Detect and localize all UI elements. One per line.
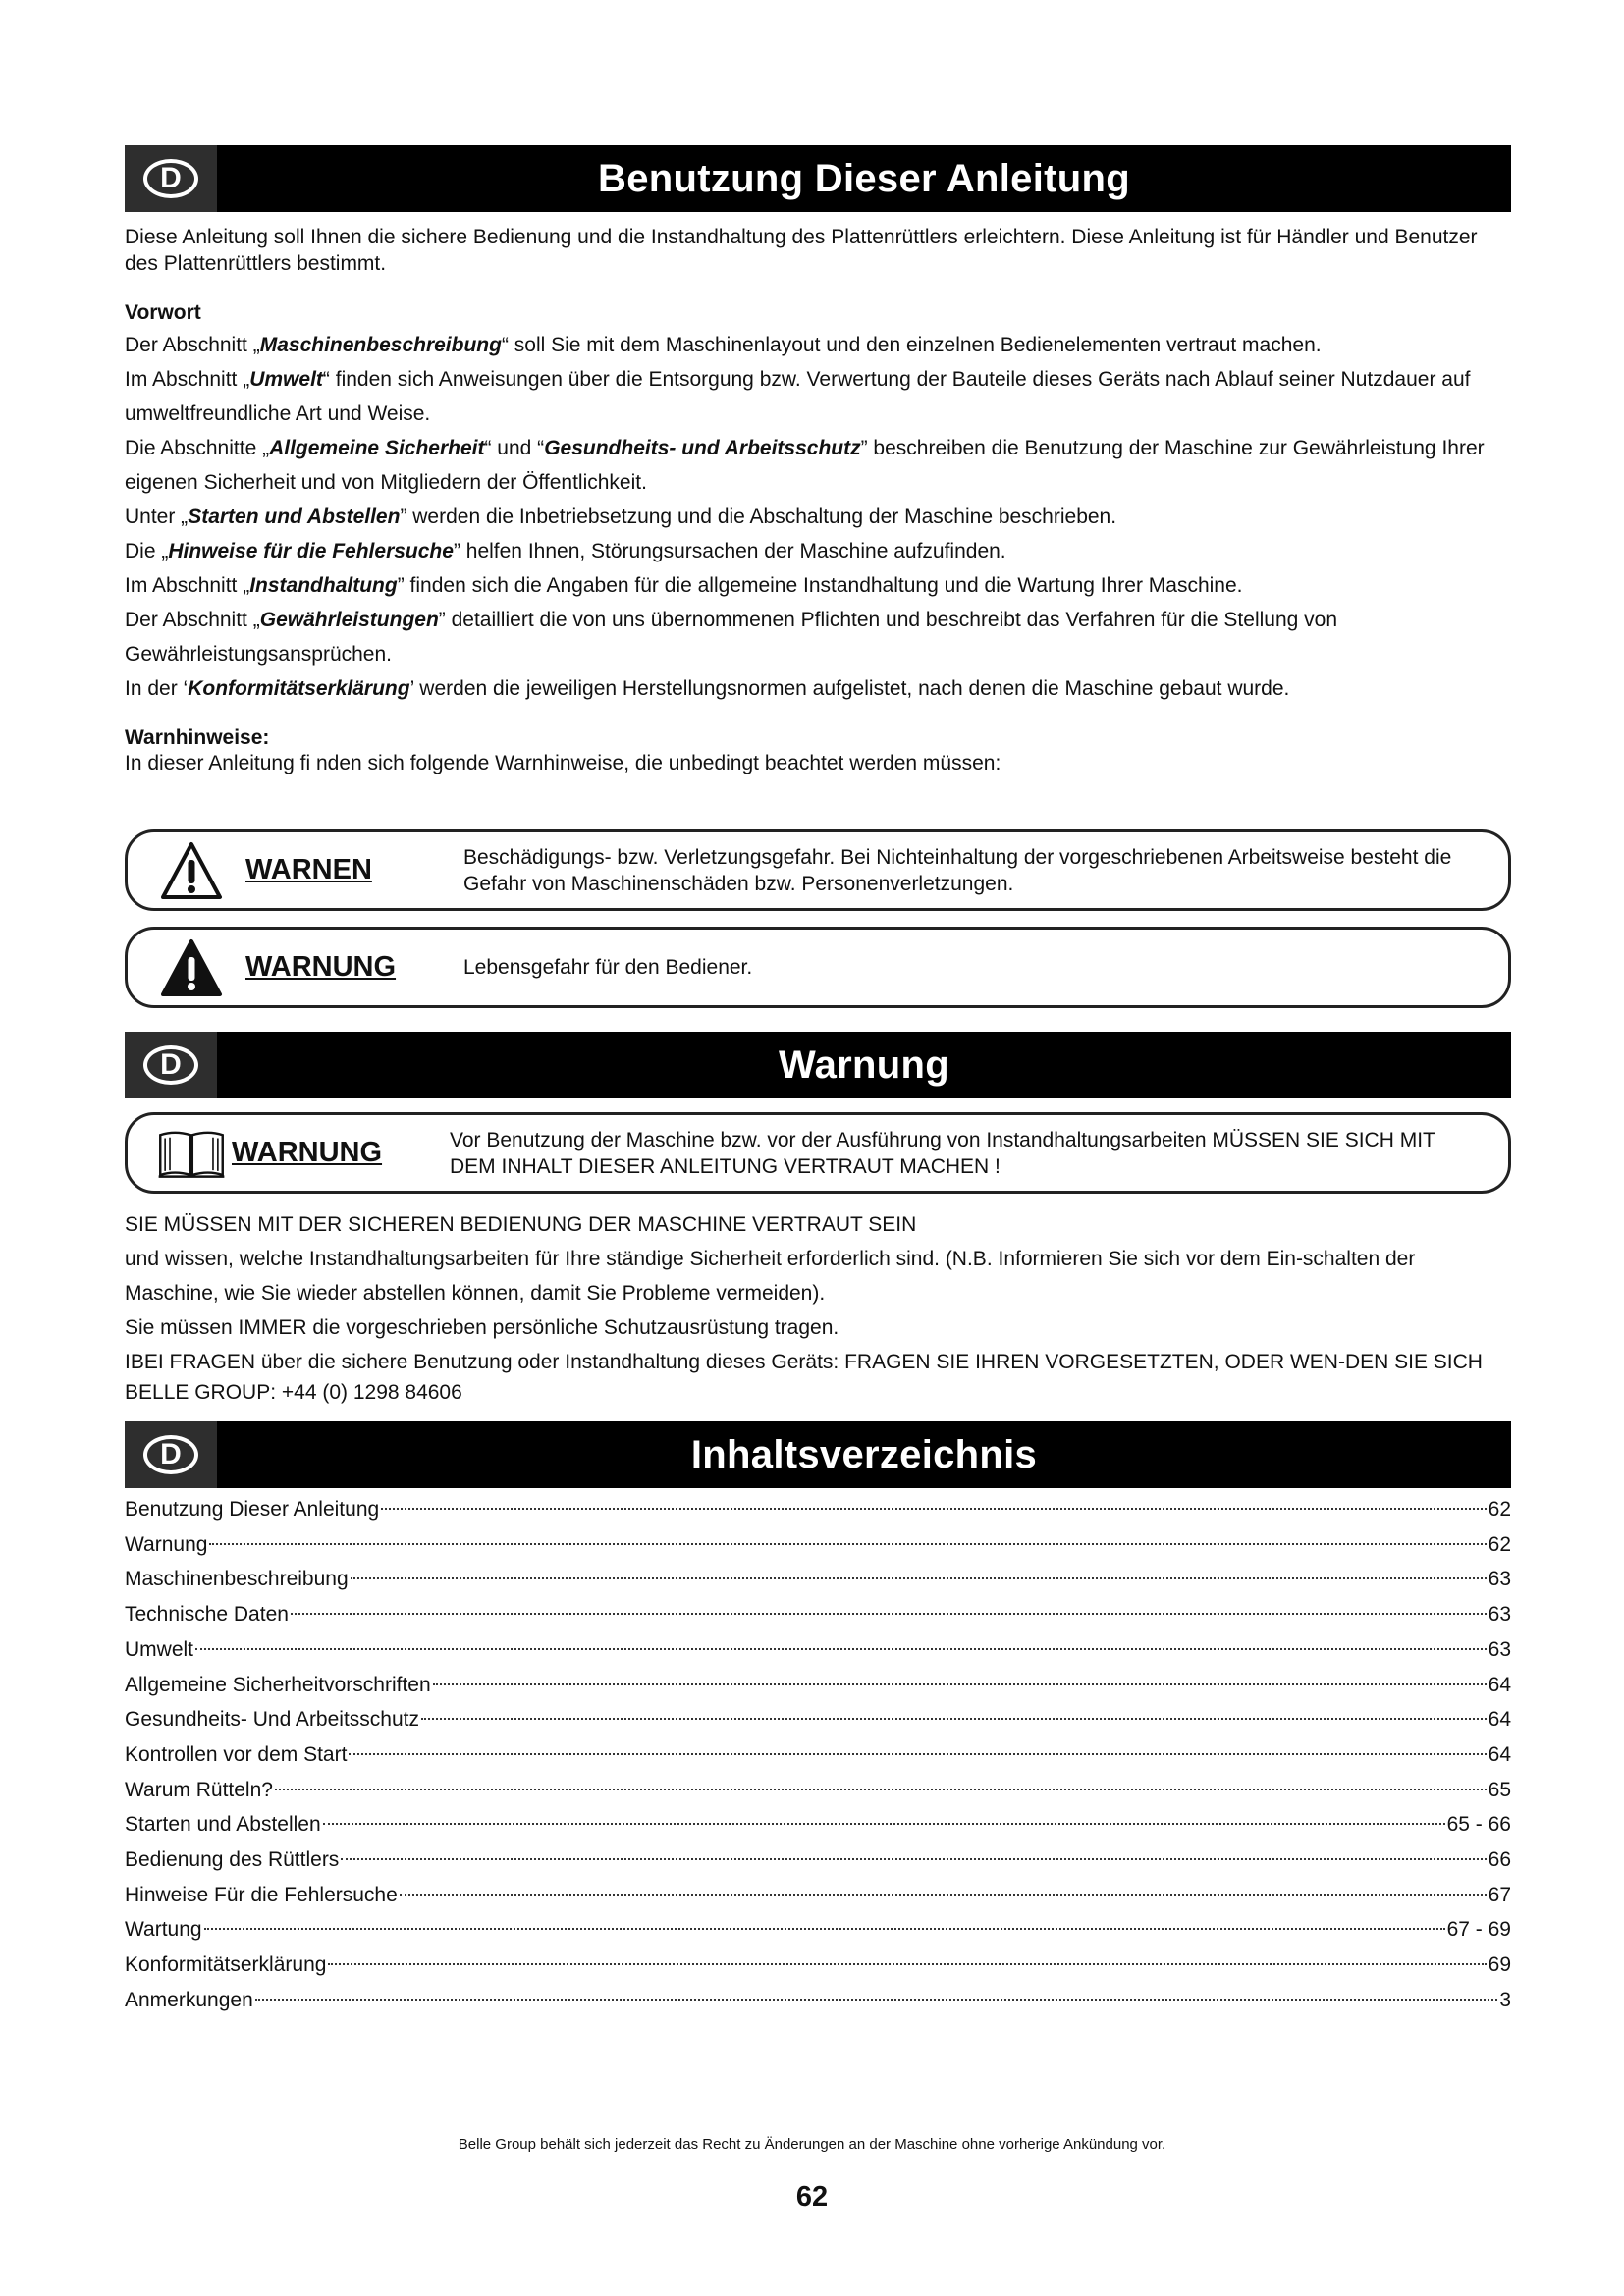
language-badge-letter: D [143,159,198,198]
toc-leader-dots [195,1648,1487,1650]
toc-title: Starten und Abstellen [125,1813,321,1837]
toc-leader-dots [400,1894,1487,1896]
toc-row [125,1668,1511,1703]
warnung-para-1: SIE MÜSSEN MIT DER SICHEREN BEDIENUNG DER MASCHINE VERTRAUT SEIN [125,1213,917,1236]
footer-note: Belle Group behält sich jederzeit das Recht zu Änderungen an der Maschine ohne vorherige Ankündung vor. [458,2136,1166,2153]
toc-row [125,1597,1511,1632]
toc-page: 64 [1488,1742,1511,1766]
vorwort-heading: Vorwort [125,301,201,324]
section-title: Warnung [779,1042,949,1087]
section-header-benutzung [125,145,1511,212]
toc-leader-dots [204,1928,1445,1930]
toc-title: Gesundheits- Und Arbeitsschutz [125,1708,419,1732]
warnhinweise-text: In dieser Anleitung fi nden sich folgende Warnhinweise, die unbedingt beachtet werden müssen: [125,752,1001,774]
toc-page: 64 [1488,1673,1511,1696]
warning-triangle-outline-icon [157,840,226,901]
book-icon [157,1121,226,1186]
toc-title: Warnung [125,1532,208,1556]
toc-title: Allgemeine Sicherheitvorschriften [125,1673,431,1696]
toc-row [125,1632,1511,1668]
language-badge [125,145,217,212]
toc-row [125,1983,1511,2018]
language-badge [125,1032,217,1098]
toc-leader-dots [433,1683,1487,1685]
manual-warning-box [125,1112,1511,1194]
warnung-label: WARNUNG [245,951,397,983]
language-badge [125,1421,217,1488]
toc-leader-dots [209,1543,1486,1545]
page-content [125,145,1511,2018]
toc-row [125,1948,1511,1983]
vorwort-list [125,328,1511,706]
toc-leader-dots [421,1718,1487,1720]
vorwort-line: Unter „Starten und Abstellen” werden die Inbetriebsetzung und die Abschaltung der Maschine beschrieben. [125,506,1117,528]
toc-leader-dots [349,1753,1486,1755]
toc-page: 69 [1488,1953,1511,1977]
toc-title: Maschinenbeschreibung [125,1568,349,1591]
toc-title: Wartung [125,1918,202,1942]
toc-title: Kontrollen vor dem Start [125,1742,348,1766]
toc-page: 62 [1488,1498,1511,1521]
toc-row [125,1737,1511,1773]
toc-title: Konformitätserklärung [125,1953,327,1977]
toc-leader-dots [381,1508,1486,1510]
table-of-contents [125,1492,1511,2018]
warnhinweise-heading: Warnhinweise: [125,726,270,749]
vorwort-line: Die Abschnitte „Allgemeine Sicherheit“ und “Gesundheits- und Arbeitsschutz” beschreiben die Benutzung der Maschine zur Gewährleistung Ihrer eigenen Sicherheit und von Mitgliedern der Öffentlichkeit. [125,437,1485,494]
toc-row [125,1562,1511,1597]
toc-row [125,1807,1511,1842]
toc-row [125,1773,1511,1808]
vorwort-line: Der Abschnitt „Maschinenbeschreibung“ soll Sie mit dem Maschinenlayout und den einzelnen Bedienelementen vertraut machen. [125,334,1322,356]
toc-page: 63 [1488,1603,1511,1627]
section-header-inhaltsverzeichnis [125,1421,1511,1488]
toc-row [125,1842,1511,1878]
toc-page: 65 [1488,1778,1511,1801]
toc-row [125,1527,1511,1563]
toc-page: 64 [1488,1708,1511,1732]
toc-page: 67 [1488,1883,1511,1906]
toc-page: 67 - 69 [1446,1918,1511,1942]
warning-triangle-solid-icon [157,937,226,998]
toc-leader-dots [351,1577,1487,1579]
warnung-para-2: und wissen, welche Instandhaltungsarbeiten für Ihre ständige Sicherheit erforderlich sind. (N.B. Informieren Sie sich vor dem Ein-schalten der Maschine, wie Sie wieder abstellen können, damit Sie Probleme vermeiden). [125,1248,1416,1305]
toc-leader-dots [291,1613,1487,1615]
toc-page: 62 [1488,1532,1511,1556]
toc-page: 65 - 66 [1446,1813,1511,1837]
warnung-paragraphs [125,1207,1511,1408]
vorwort-line: Im Abschnitt „Umwelt“ finden sich Anweisungen über die Entsorgung bzw. Verwertung der Bauteile dieses Geräts nach Ablauf seiner Nutzdauer auf umweltfreundliche Art und Weise. [125,368,1471,425]
toc-row [125,1492,1511,1527]
toc-row [125,1912,1511,1948]
language-badge-letter: D [143,1435,198,1474]
toc-page: 3 [1499,1988,1511,2011]
toc-row [125,1878,1511,1913]
toc-leader-dots [275,1789,1487,1790]
section-title: Inhaltsverzeichnis [690,1432,1038,1476]
vorwort-line: In der ‘Konformitätserklärung’ werden die jeweiligen Herstellungsnormen aufgelistet, nach denen die Maschine gebaut wurde. [125,677,1290,700]
warnung-para-3: Sie müssen IMMER die vorgeschrieben persönliche Schutzausrüstung tragen. [125,1316,839,1339]
toc-title: Bedienung des Rüttlers [125,1848,340,1872]
warnung-box [125,927,1511,1008]
toc-title: Warum Rütteln? [125,1778,273,1801]
warnung-para-4: IBEI FRAGEN über die sichere Benutzung oder Instandhaltung dieses Geräts: FRAGEN SIE IHREN VORGESETZTEN, ODER WEN-DEN SIE SICH BELLE GROUP: +44 (0) 1298 84606 [125,1351,1483,1404]
warnen-box [125,829,1511,911]
toc-title: Benutzung Dieser Anleitung [125,1498,380,1521]
toc-page: 63 [1488,1568,1511,1591]
toc-title: Technische Daten [125,1603,289,1627]
warnen-text: Beschädigungs- bzw. Verletzungsgefahr. Bei Nichteinhaltung der vorgeschriebenen Arbeitsweise besteht die Gefahr von Maschinenschäden bzw. Personenverletzungen. [463,845,1452,895]
toc-title: Umwelt [125,1637,194,1661]
manual-warning-label: WARNUNG [232,1137,383,1168]
toc-leader-dots [328,1963,1486,1965]
vorwort-line: Die „Hinweise für die Fehlersuche” helfen Ihnen, Störungsursachen der Maschine aufzufinden. [125,540,1006,562]
page-number: 62 [795,2181,829,2213]
toc-leader-dots [255,1999,1498,2001]
toc-leader-dots [323,1823,1445,1825]
warnung-text: Lebensgefahr für den Bediener. [463,956,753,979]
toc-leader-dots [341,1858,1486,1860]
vorwort-line: Der Abschnitt „Gewährleistungen” detailliert die von uns übernommenen Pflichten und beschreibt das Verfahren für die Stellung von Gewährleistungsansprüchen. [125,609,1338,666]
manual-warning-text: Vor Benutzung der Maschine bzw. vor der Ausführung von Instandhaltungsarbeiten MÜSSEN SIE SICH MIT DEM INHALT DIESER ANLEITUNG VERTRAUT MACHEN ! [450,1128,1435,1178]
intro-paragraph: Diese Anleitung soll Ihnen die sichere Bedienung und die Instandhaltung des Plattenrüttlers erleichtern. Diese Anleitung ist für Händler und Benutzer des Plattenrüttlers bestimmt. [125,226,1478,275]
toc-title: Hinweise Für die Fehlersuche [125,1883,398,1906]
section-header-warnung [125,1032,1511,1098]
toc-row [125,1702,1511,1737]
vorwort-line: Im Abschnitt „Instandhaltung” finden sich die Angaben für die allgemeine Instandhaltung und die Wartung Ihrer Maschine. [125,574,1243,597]
toc-page: 63 [1488,1637,1511,1661]
language-badge-letter: D [143,1045,198,1085]
warnen-label: WARNEN [245,854,372,885]
section-title: Benutzung Dieser Anleitung [598,156,1130,200]
toc-page: 66 [1488,1848,1511,1872]
toc-title: Anmerkungen [125,1988,253,2011]
